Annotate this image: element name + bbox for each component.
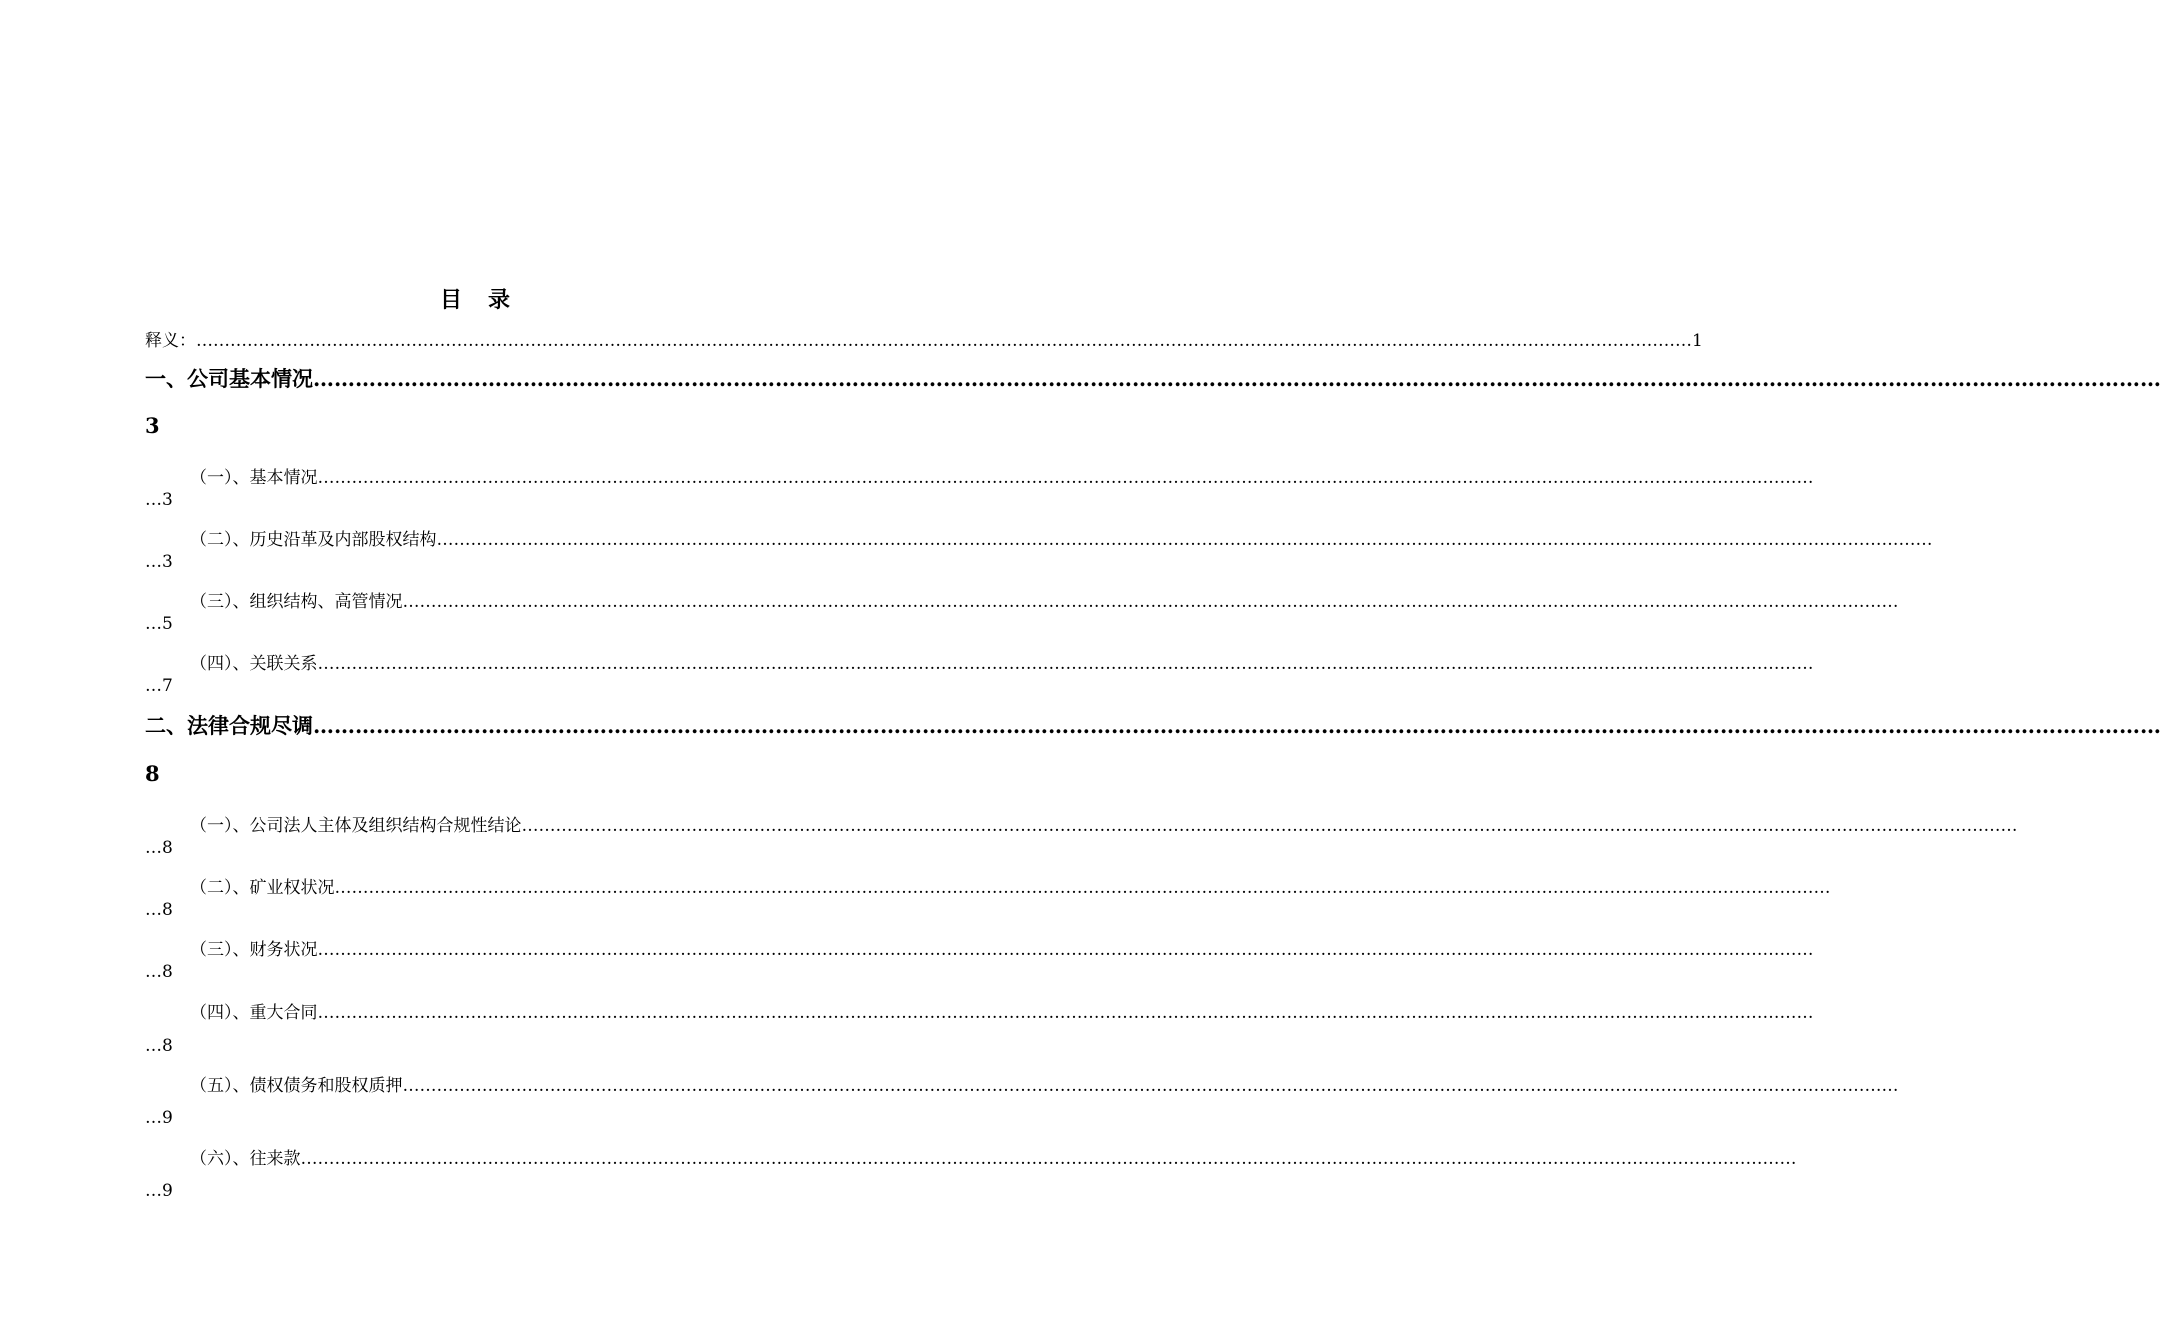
- toc-leader: …………………………………………………………………………………………………………………………………………………………………………………………………………………………………………: [334, 878, 1831, 898]
- toc-entry-label: （五）、债权债务和股权质押: [190, 1076, 403, 1096]
- toc-page-number: …9: [145, 1181, 173, 1201]
- toc-page-number: 3: [145, 413, 160, 438]
- toc-leader: …………………………………………………………………………………………………………………………………………………………………………………………………………………………………………: [313, 366, 2161, 391]
- toc-title-char-2: 录: [488, 287, 511, 313]
- toc-entry-label: 释义：: [145, 331, 196, 351]
- toc-page-number: …8: [145, 962, 173, 982]
- toc-page-number: …8: [145, 1036, 173, 1056]
- toc-entry-definitions[interactable]: [145, 326, 1703, 351]
- toc-entry-label: （三）、财务状况: [190, 940, 318, 960]
- toc-entry-section-1[interactable]: [145, 363, 2161, 393]
- toc-leader: …………………………………………………………………………………………………………………………………………………………………………………………………………………………………………: [313, 713, 2161, 738]
- toc-leader: …………………………………………………………………………………………………………………………………………………………………………………………………………………………………………: [521, 816, 2018, 836]
- toc-page-number: 1: [1692, 331, 1703, 351]
- toc-entry-label: （二）、历史沿革及内部股权结构: [190, 530, 437, 550]
- toc-entry-1-1[interactable]: [145, 463, 1814, 488]
- toc-page-number: …3: [145, 490, 173, 510]
- toc-page-number: …3: [145, 552, 173, 572]
- toc-entry-2-4[interactable]: [145, 998, 1814, 1023]
- toc-entry-1-4[interactable]: [145, 649, 1814, 674]
- toc-entry-1-2[interactable]: [145, 525, 1933, 550]
- toc-entry-label: （四）、关联关系: [190, 654, 318, 674]
- toc-entry-2-6[interactable]: [145, 1144, 1797, 1169]
- toc-leader: …………………………………………………………………………………………………………………………………………………………………………………………………………………………………………: [402, 1076, 1899, 1096]
- toc-leader: …………………………………………………………………………………………………………………………………………………………………………………………………………………………………………: [196, 331, 1692, 351]
- toc-entry-2-5[interactable]: [145, 1071, 1899, 1096]
- toc-leader: …………………………………………………………………………………………………………………………………………………………………………………………………………………………………………: [436, 530, 1933, 550]
- toc-entry-label: 一、公司基本情况: [145, 366, 313, 391]
- toc-entry-label: 二、法律合规尽调: [145, 713, 313, 738]
- toc-page-number: …5: [145, 614, 173, 634]
- toc-entry-2-2[interactable]: [145, 873, 1831, 898]
- toc-entry-2-1[interactable]: [145, 811, 2018, 836]
- toc-title: [0, 283, 950, 314]
- toc-page-number: 8: [145, 761, 160, 786]
- toc-page-number: …7: [145, 676, 173, 696]
- toc-entry-2-3[interactable]: [145, 935, 1814, 960]
- toc-page-number: …8: [145, 838, 173, 858]
- toc-entry-label: （四）、重大合同: [190, 1003, 318, 1023]
- toc-title-char-1: 目: [439, 287, 462, 313]
- toc-entry-label: （三）、组织结构、高管情况: [190, 592, 403, 612]
- toc-entry-section-2[interactable]: [145, 710, 2161, 740]
- toc-leader: …………………………………………………………………………………………………………………………………………………………………………………………………………………………………………: [300, 1149, 1797, 1169]
- toc-entry-label: （一）、基本情况: [190, 468, 318, 488]
- toc-leader: …………………………………………………………………………………………………………………………………………………………………………………………………………………………………………: [402, 592, 1899, 612]
- toc-entry-1-3[interactable]: [145, 587, 1899, 612]
- toc-page-number: …9: [145, 1108, 173, 1128]
- toc-leader: …………………………………………………………………………………………………………………………………………………………………………………………………………………………………………: [317, 940, 1814, 960]
- toc-leader: …………………………………………………………………………………………………………………………………………………………………………………………………………………………………………: [317, 654, 1814, 674]
- toc-leader: …………………………………………………………………………………………………………………………………………………………………………………………………………………………………………: [317, 1003, 1814, 1023]
- toc-entry-label: （二）、矿业权状况: [190, 878, 335, 898]
- toc-entry-label: （一）、公司法人主体及组织结构合规性结论: [190, 816, 522, 836]
- toc-leader: …………………………………………………………………………………………………………………………………………………………………………………………………………………………………………: [317, 468, 1814, 488]
- toc-page-number: …8: [145, 900, 173, 920]
- toc-entry-label: （六）、往来款: [190, 1149, 301, 1169]
